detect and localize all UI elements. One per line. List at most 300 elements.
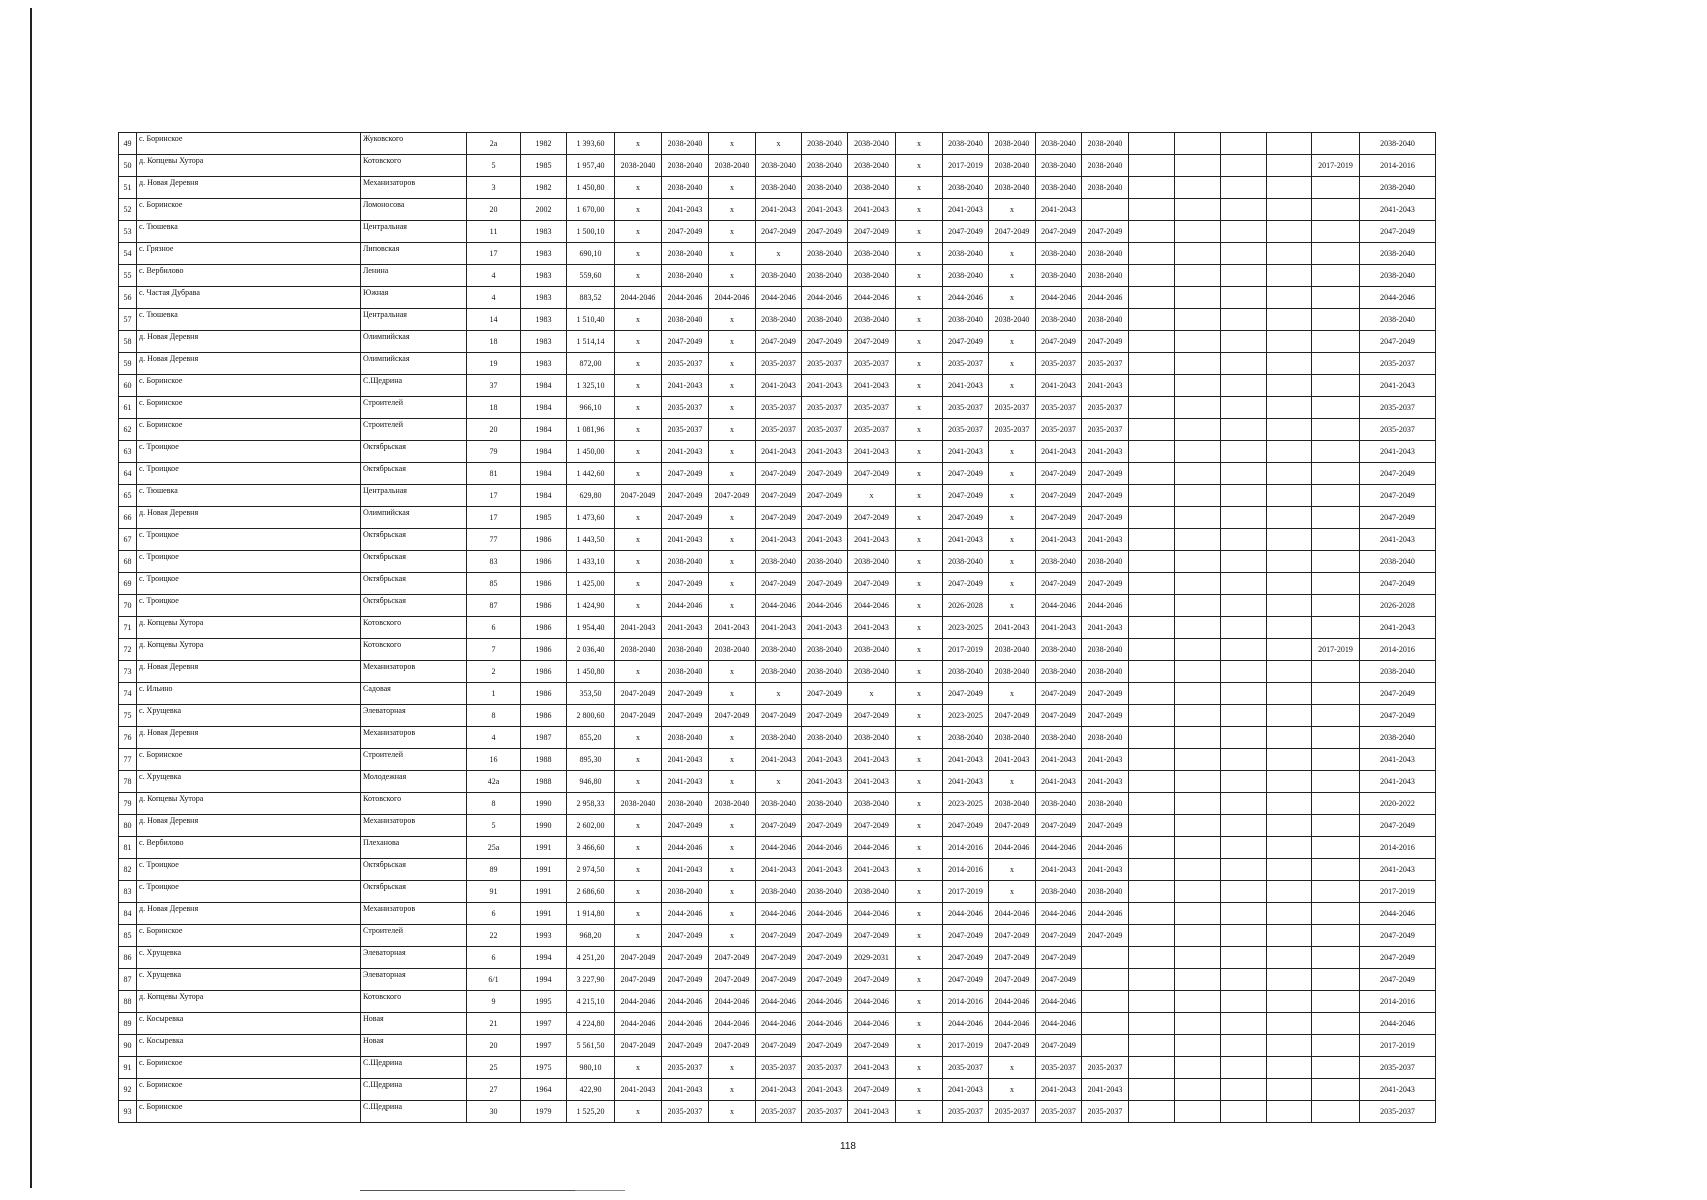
table-cell: 2044-2046 (756, 1013, 802, 1035)
table-cell (1267, 573, 1312, 595)
table-row (119, 419, 1436, 441)
table-cell: 872,00 (567, 353, 615, 375)
table-cell: 2038-2040 (943, 727, 989, 749)
table-cell (1129, 727, 1175, 749)
table-cell: 2041-2043 (943, 375, 989, 397)
table-cell: 2035-2037 (1036, 1057, 1082, 1079)
table-cell: х (615, 1101, 662, 1123)
table-cell: 2035-2037 (1082, 1057, 1129, 1079)
table-cell (1221, 419, 1267, 441)
table-cell: 2047-2049 (1036, 705, 1082, 727)
table-cell: 2038-2040 (662, 177, 709, 199)
table-cell (1129, 529, 1175, 551)
table-cell (1129, 859, 1175, 881)
table-cell: 2044-2046 (848, 595, 896, 617)
table-cell: 2041-2043 (1360, 375, 1436, 397)
settlement-cell: с. Троицкое (137, 881, 361, 903)
table-cell: 2038-2040 (943, 309, 989, 331)
settlement-cell: д. Новая Деревня (137, 507, 361, 529)
table-cell: 2014-2016 (943, 859, 989, 881)
table-cell: 2035-2037 (1082, 1101, 1129, 1123)
settlement-cell: с. Боринское (137, 1079, 361, 1101)
table-cell: 2041-2043 (662, 617, 709, 639)
settlement-cell: д. Новая Деревня (137, 727, 361, 749)
table-cell (1175, 859, 1221, 881)
table-cell: 22 (467, 925, 521, 947)
table-cell: 2038-2040 (943, 133, 989, 155)
table-cell: 2044-2046 (1036, 991, 1082, 1013)
row-number-cell: 79 (119, 793, 137, 815)
table-cell (1129, 309, 1175, 331)
table-row (119, 441, 1436, 463)
table-cell (1129, 1035, 1175, 1057)
row-number-cell: 77 (119, 749, 137, 771)
table-cell (1175, 881, 1221, 903)
table-cell: 3 227,90 (567, 969, 615, 991)
table-cell: 2047-2049 (848, 705, 896, 727)
table-row (119, 287, 1436, 309)
street-cell: Олимпийская (361, 507, 467, 529)
street-cell: Липовская (361, 243, 467, 265)
table-cell: х (709, 661, 756, 683)
table-row (119, 353, 1436, 375)
table-cell (1221, 947, 1267, 969)
table-cell (1129, 441, 1175, 463)
table-cell (1312, 331, 1360, 353)
table-cell: 2035-2037 (756, 353, 802, 375)
table-cell: 2038-2040 (1036, 551, 1082, 573)
table-cell: 2038-2040 (848, 639, 896, 661)
table-cell (1129, 705, 1175, 727)
row-number-cell: 90 (119, 1035, 137, 1057)
table-cell: 4 251,20 (567, 947, 615, 969)
table-cell: 2041-2043 (848, 1101, 896, 1123)
table-cell (1221, 925, 1267, 947)
table-cell (1221, 595, 1267, 617)
table-cell: 2041-2043 (615, 617, 662, 639)
table-cell: 3 466,60 (567, 837, 615, 859)
table-cell: х (615, 661, 662, 683)
table-cell (1175, 551, 1221, 573)
street-cell: Элеваторная (361, 947, 467, 969)
table-cell: 2044-2046 (943, 1013, 989, 1035)
table-cell (1267, 221, 1312, 243)
table-cell: х (896, 617, 943, 639)
table-cell: 690,10 (567, 243, 615, 265)
table-cell: 2041-2043 (989, 617, 1036, 639)
page-number: 118 (840, 1141, 856, 1152)
table-row (119, 331, 1436, 353)
table-cell: х (896, 331, 943, 353)
table-cell: х (709, 573, 756, 595)
settlement-cell: с. Косыревка (137, 1013, 361, 1035)
table-cell: 2038-2040 (802, 639, 848, 661)
table-cell: х (615, 441, 662, 463)
table-cell: 2047-2049 (1360, 485, 1436, 507)
table-cell (1221, 1079, 1267, 1101)
table-cell: 2038-2040 (848, 793, 896, 815)
street-cell: Плеханова (361, 837, 467, 859)
table-cell: 2044-2046 (848, 1013, 896, 1035)
table-cell (1129, 661, 1175, 683)
table-cell: 2047-2049 (943, 947, 989, 969)
table-cell: 2038-2040 (756, 727, 802, 749)
table-cell: 1 957,40 (567, 155, 615, 177)
table-cell: 2038-2040 (756, 177, 802, 199)
table-cell (1267, 749, 1312, 771)
street-cell: Элеваторная (361, 969, 467, 991)
table-cell: 2038-2040 (662, 793, 709, 815)
table-cell: х (709, 1101, 756, 1123)
table-cell: 2047-2049 (802, 705, 848, 727)
table-cell (1129, 749, 1175, 771)
table-cell: 2047-2049 (848, 463, 896, 485)
table-cell: 1991 (521, 881, 567, 903)
table-cell (1267, 793, 1312, 815)
table-cell: 895,30 (567, 749, 615, 771)
table-cell (1129, 155, 1175, 177)
table-cell: 2038-2040 (1082, 133, 1129, 155)
table-cell (1221, 727, 1267, 749)
table-cell: 2041-2043 (756, 441, 802, 463)
table-cell: х (896, 595, 943, 617)
table-cell: 20 (467, 1035, 521, 1057)
table-cell (1221, 309, 1267, 331)
table-cell: 2038-2040 (1082, 309, 1129, 331)
table-cell: 2038-2040 (802, 309, 848, 331)
table-cell: 2038-2040 (615, 639, 662, 661)
table-cell: 2035-2037 (1360, 397, 1436, 419)
table-cell: 2041-2043 (756, 529, 802, 551)
table-cell: 1 (467, 683, 521, 705)
table-cell: 19 (467, 353, 521, 375)
table-cell: х (709, 507, 756, 529)
table-cell: 2047-2049 (802, 507, 848, 529)
table-cell (1221, 903, 1267, 925)
table-cell: 2047-2049 (989, 221, 1036, 243)
table-cell (1267, 639, 1312, 661)
table-cell: 968,20 (567, 925, 615, 947)
table-cell: 2038-2040 (1082, 793, 1129, 815)
table-cell: 81 (467, 463, 521, 485)
table-cell: 2044-2046 (756, 991, 802, 1013)
table-cell (1267, 441, 1312, 463)
table-cell (1221, 551, 1267, 573)
table-cell: 1 514,14 (567, 331, 615, 353)
table-cell: 2047-2049 (943, 221, 989, 243)
table-cell: 2047-2049 (1082, 705, 1129, 727)
table-cell: х (896, 903, 943, 925)
settlement-cell: д. Новая Деревня (137, 903, 361, 925)
row-number-cell: 57 (119, 309, 137, 331)
table-cell (1267, 727, 1312, 749)
table-cell: 2044-2046 (662, 287, 709, 309)
table-cell (1221, 991, 1267, 1013)
table-cell: 2038-2040 (802, 661, 848, 683)
table-cell: 2041-2043 (756, 749, 802, 771)
table-cell (1221, 617, 1267, 639)
table-cell: х (615, 243, 662, 265)
table-cell (1175, 485, 1221, 507)
table-cell: 2017-2019 (1360, 881, 1436, 903)
table-cell: 2026-2028 (1360, 595, 1436, 617)
table-cell: 2029-2031 (848, 947, 896, 969)
table-cell (1312, 1013, 1360, 1035)
table-cell: х (896, 243, 943, 265)
table-cell (1175, 419, 1221, 441)
table-row (119, 529, 1436, 551)
table-cell: 2035-2037 (756, 397, 802, 419)
row-number-cell: 49 (119, 133, 137, 155)
street-cell: Котовского (361, 617, 467, 639)
table-cell: 855,20 (567, 727, 615, 749)
table-row (119, 507, 1436, 529)
table-cell: 1997 (521, 1035, 567, 1057)
table-cell: 2047-2049 (1082, 485, 1129, 507)
table-cell: 2047-2049 (756, 331, 802, 353)
table-cell: 1984 (521, 419, 567, 441)
street-cell: Молодежная (361, 771, 467, 793)
table-cell: 2038-2040 (662, 661, 709, 683)
table-cell: 2044-2046 (709, 287, 756, 309)
table-cell: 2047-2049 (615, 683, 662, 705)
table-cell: 1986 (521, 595, 567, 617)
table-row (119, 199, 1436, 221)
table-cell: 2 974,50 (567, 859, 615, 881)
table-cell: 8 (467, 793, 521, 815)
table-cell: 2044-2046 (989, 903, 1036, 925)
table-cell: х (615, 815, 662, 837)
table-cell: х (896, 177, 943, 199)
table-cell (1221, 661, 1267, 683)
table-cell: 2047-2049 (1036, 463, 1082, 485)
table-cell (1129, 903, 1175, 925)
table-cell: 2038-2040 (848, 551, 896, 573)
table-cell (1221, 969, 1267, 991)
table-cell: 2047-2049 (1360, 947, 1436, 969)
table-cell: 2020-2022 (1360, 793, 1436, 815)
table-cell (1312, 617, 1360, 639)
table-cell (1175, 287, 1221, 309)
table-cell: 2047-2049 (615, 947, 662, 969)
table-cell: х (896, 815, 943, 837)
table-row (119, 683, 1436, 705)
table-cell: 2044-2046 (662, 595, 709, 617)
table-cell: 2047-2049 (943, 485, 989, 507)
settlement-cell: с. Хрущевка (137, 705, 361, 727)
table-cell: 2041-2043 (943, 529, 989, 551)
table-cell (1129, 243, 1175, 265)
table-cell: 2017-2019 (943, 1035, 989, 1057)
table-cell: 2047-2049 (1082, 463, 1129, 485)
table-cell: х (989, 595, 1036, 617)
table-cell (1312, 309, 1360, 331)
table-cell (1267, 419, 1312, 441)
table-cell: 1988 (521, 771, 567, 793)
table-cell: 2038-2040 (1360, 727, 1436, 749)
table-row (119, 661, 1436, 683)
table-cell: 2044-2046 (802, 287, 848, 309)
table-cell: 2041-2043 (848, 529, 896, 551)
table-cell: 2041-2043 (802, 617, 848, 639)
street-cell: Механизаторов (361, 815, 467, 837)
table-cell: 2044-2046 (1082, 595, 1129, 617)
table-cell: 2а (467, 133, 521, 155)
table-cell: 2035-2037 (1036, 353, 1082, 375)
table-cell: 2038-2040 (1036, 243, 1082, 265)
table-cell: 1991 (521, 837, 567, 859)
table-cell: 2047-2049 (756, 221, 802, 243)
table-cell: 17 (467, 485, 521, 507)
street-cell: Октябрьская (361, 551, 467, 573)
table-cell: 2047-2049 (1082, 815, 1129, 837)
table-cell: 2041-2043 (943, 749, 989, 771)
table-cell (1175, 1057, 1221, 1079)
table-cell (1312, 243, 1360, 265)
row-number-cell: 87 (119, 969, 137, 991)
table-cell: 2047-2049 (615, 969, 662, 991)
table-cell: 2047-2049 (756, 925, 802, 947)
table-cell: 2038-2040 (662, 727, 709, 749)
table-cell: 2047-2049 (615, 485, 662, 507)
table-cell: 11 (467, 221, 521, 243)
table-cell: 2047-2049 (709, 969, 756, 991)
table-cell: х (615, 749, 662, 771)
table-cell: 2017-2019 (1360, 1035, 1436, 1057)
table-cell (1175, 1035, 1221, 1057)
table-cell: х (709, 771, 756, 793)
settlement-cell: с. Боринское (137, 749, 361, 771)
table-cell: 1986 (521, 705, 567, 727)
table-cell (1221, 771, 1267, 793)
table-cell: 2041-2043 (848, 199, 896, 221)
table-cell: х (896, 287, 943, 309)
table-cell: х (756, 771, 802, 793)
table-cell: 2038-2040 (1360, 551, 1436, 573)
table-cell: 2044-2046 (615, 991, 662, 1013)
table-cell (1175, 969, 1221, 991)
table-cell: 2038-2040 (1082, 551, 1129, 573)
street-cell: С.Щедрина (361, 1079, 467, 1101)
table-cell: х (896, 397, 943, 419)
table-cell (1129, 1101, 1175, 1123)
table-cell: 2038-2040 (848, 243, 896, 265)
table-cell (1175, 397, 1221, 419)
street-cell: Механизаторов (361, 177, 467, 199)
table-cell (1175, 595, 1221, 617)
settlement-cell: с. Боринское (137, 1057, 361, 1079)
street-cell: Строителей (361, 397, 467, 419)
table-cell: х (896, 639, 943, 661)
table-cell: х (989, 881, 1036, 903)
table-cell (1221, 287, 1267, 309)
table-cell: 2038-2040 (1082, 177, 1129, 199)
table-cell (1129, 551, 1175, 573)
street-cell: Строителей (361, 749, 467, 771)
settlement-cell: с. Троицкое (137, 463, 361, 485)
table-cell: 2041-2043 (615, 1079, 662, 1101)
table-cell: х (709, 331, 756, 353)
street-cell: Котовского (361, 639, 467, 661)
table-row (119, 573, 1436, 595)
table-cell (1175, 903, 1221, 925)
table-cell: 2038-2040 (615, 155, 662, 177)
table-cell: х (989, 1057, 1036, 1079)
table-cell (1221, 133, 1267, 155)
table-cell: х (615, 419, 662, 441)
table-cell: 2041-2043 (756, 1079, 802, 1101)
table-cell: 2047-2049 (662, 815, 709, 837)
table-cell: 2035-2037 (802, 1101, 848, 1123)
table-cell: 2038-2040 (989, 133, 1036, 155)
table-cell (1312, 661, 1360, 683)
table-cell: 2038-2040 (1036, 309, 1082, 331)
table-cell (1312, 881, 1360, 903)
row-number-cell: 69 (119, 573, 137, 595)
table-row (119, 155, 1436, 177)
street-cell: Олимпийская (361, 331, 467, 353)
table-cell: 2035-2037 (943, 353, 989, 375)
table-cell: х (896, 793, 943, 815)
table-cell: 2041-2043 (1360, 859, 1436, 881)
table-cell: 2041-2043 (802, 199, 848, 221)
table-cell: 1986 (521, 551, 567, 573)
table-cell: 2047-2049 (1036, 683, 1082, 705)
table-cell: 1 393,60 (567, 133, 615, 155)
table-cell: 2038-2040 (662, 639, 709, 661)
table-cell: 9 (467, 991, 521, 1013)
settlement-cell: с. Троицкое (137, 441, 361, 463)
table-cell: 2038-2040 (1036, 727, 1082, 749)
table-cell (1129, 199, 1175, 221)
table-cell: 883,52 (567, 287, 615, 309)
table-cell (1267, 243, 1312, 265)
table-cell: х (709, 595, 756, 617)
table-cell: 2035-2037 (989, 1101, 1036, 1123)
table-cell: 1 433,10 (567, 551, 615, 573)
settlement-cell: д. Новая Деревня (137, 815, 361, 837)
table-cell (1312, 1057, 1360, 1079)
table-cell: х (709, 309, 756, 331)
table-cell: 2047-2049 (989, 925, 1036, 947)
table-cell: 2047-2049 (1036, 221, 1082, 243)
table-cell (1221, 815, 1267, 837)
table-cell: 2038-2040 (756, 155, 802, 177)
table-cell: 1990 (521, 815, 567, 837)
table-cell: 2035-2037 (989, 419, 1036, 441)
table-cell: х (709, 683, 756, 705)
table-cell: 2044-2046 (802, 991, 848, 1013)
table-cell: 2035-2037 (1036, 1101, 1082, 1123)
table-cell: 2023-2025 (943, 793, 989, 815)
table-cell: 2047-2049 (1082, 573, 1129, 595)
table-row (119, 991, 1436, 1013)
table-cell: 1986 (521, 639, 567, 661)
table-cell (1129, 639, 1175, 661)
table-cell: 2044-2046 (848, 287, 896, 309)
table-cell (1129, 1013, 1175, 1035)
table-cell: 2017-2019 (943, 639, 989, 661)
table-cell (1129, 683, 1175, 705)
table-cell: 2038-2040 (1082, 639, 1129, 661)
table-cell: 2 686,60 (567, 881, 615, 903)
table-cell (1221, 441, 1267, 463)
table-cell: х (709, 243, 756, 265)
table-cell: х (615, 397, 662, 419)
table-cell: 2044-2046 (1036, 1013, 1082, 1035)
table-cell: 6 (467, 617, 521, 639)
table-cell: х (896, 683, 943, 705)
